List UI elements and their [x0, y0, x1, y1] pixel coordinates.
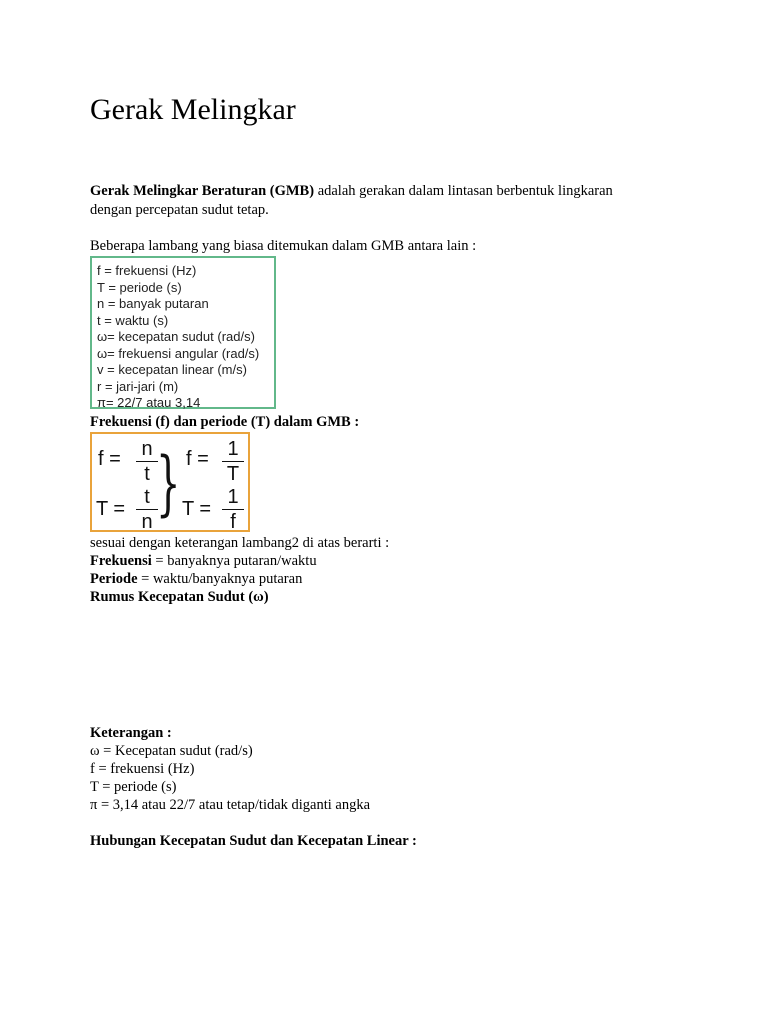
- formula-t2-fraction: [222, 486, 244, 533]
- formula-t2-lhs: T =: [182, 498, 212, 520]
- symbol-item: r = jari-jari (m): [97, 378, 179, 394]
- fraction-bar: [222, 509, 244, 510]
- keterangan-heading-text: Keterangan :: [90, 725, 172, 741]
- angular-heading: [90, 588, 269, 607]
- fraction-bar: [136, 509, 158, 510]
- intro-bold: Gerak Melingkar Beraturan (GMB): [90, 183, 315, 199]
- symbol-item: t = waktu (s): [97, 312, 169, 328]
- keterangan-item: f = frekuensi (Hz): [90, 761, 195, 777]
- symbol-item: π= 22/7 atau 3,14: [97, 395, 201, 410]
- meaning-intro: sesuai dengan keterangan lambang2 di atas berarti :: [90, 535, 390, 551]
- formula-image: [90, 432, 250, 532]
- freq-def-term: Frekuensi: [90, 553, 152, 569]
- keterangan-item: ω = Kecepatan sudut (rad/s): [90, 743, 253, 759]
- formula-t-lhs: T =: [96, 498, 126, 520]
- symbols-table-image: [90, 256, 276, 409]
- relation-heading-text: Hubungan Kecepatan Sudut dan Kecepatan Linear :: [90, 833, 417, 849]
- keterangan-heading: [90, 724, 172, 743]
- angular-heading-text: Rumus Kecepatan Sudut (ω): [90, 589, 269, 605]
- period-def-term: Periode: [90, 571, 138, 587]
- symbol-item: ω= kecepatan sudut (rad/s): [97, 329, 255, 344]
- symbols-intro: Beberapa lambang yang biasa ditemukan dalam GMB antara lain :: [90, 238, 477, 254]
- formula-f-num: n: [141, 438, 153, 460]
- relation-heading: [90, 832, 417, 851]
- formula-f-fraction: [136, 438, 158, 485]
- freq-def-text: = banyaknya putaran/waktu: [151, 553, 317, 569]
- freq-heading-text: Frekuensi (f) dan periode (T) dalam GMB :: [90, 414, 360, 430]
- brace-symbol: }: [156, 442, 181, 524]
- formula-f2-num: 1: [227, 438, 239, 460]
- keterangan-item: π = 3,14 atau 22/7 atau tetap/tidak diganti angka: [90, 797, 371, 813]
- intro-text: adalah gerakan dalam lintasan berbentuk lingkaran: [314, 183, 613, 199]
- formula-t-fraction: [136, 486, 158, 533]
- symbol-item: T = periode (s): [97, 279, 182, 295]
- formula-f-den: t: [144, 463, 150, 485]
- intro-line2: dengan percepatan sudut tetap.: [90, 202, 269, 218]
- formula-t-num: t: [144, 486, 150, 508]
- formula-f2-den: T: [226, 463, 240, 485]
- fraction-bar: [136, 461, 158, 462]
- symbol-item: v = kecepatan linear (m/s): [97, 362, 247, 377]
- formula-t2-den: f: [230, 511, 236, 533]
- symbol-item: n = banyak putaran: [97, 296, 209, 311]
- symbol-item: f = frekuensi (Hz): [97, 263, 197, 278]
- period-definition: [90, 570, 302, 589]
- keterangan-item: T = periode (s): [90, 779, 177, 795]
- formula-t2-num: 1: [227, 486, 239, 508]
- freq-definition: [90, 552, 317, 571]
- symbol-item: ω= frekuensi angular (rad/s): [97, 345, 260, 361]
- formula-f2-lhs: f =: [186, 448, 209, 470]
- formula-f-lhs: f =: [98, 448, 121, 470]
- freq-heading: [90, 413, 359, 432]
- period-def-text: = waktu/banyaknya putaran: [137, 571, 303, 587]
- formula-t-den: n: [141, 511, 153, 533]
- page-title: Gerak Melingkar: [90, 93, 296, 126]
- fraction-bar: [222, 461, 244, 462]
- formula-f2-fraction: [222, 438, 244, 485]
- intro-paragraph: [90, 182, 613, 201]
